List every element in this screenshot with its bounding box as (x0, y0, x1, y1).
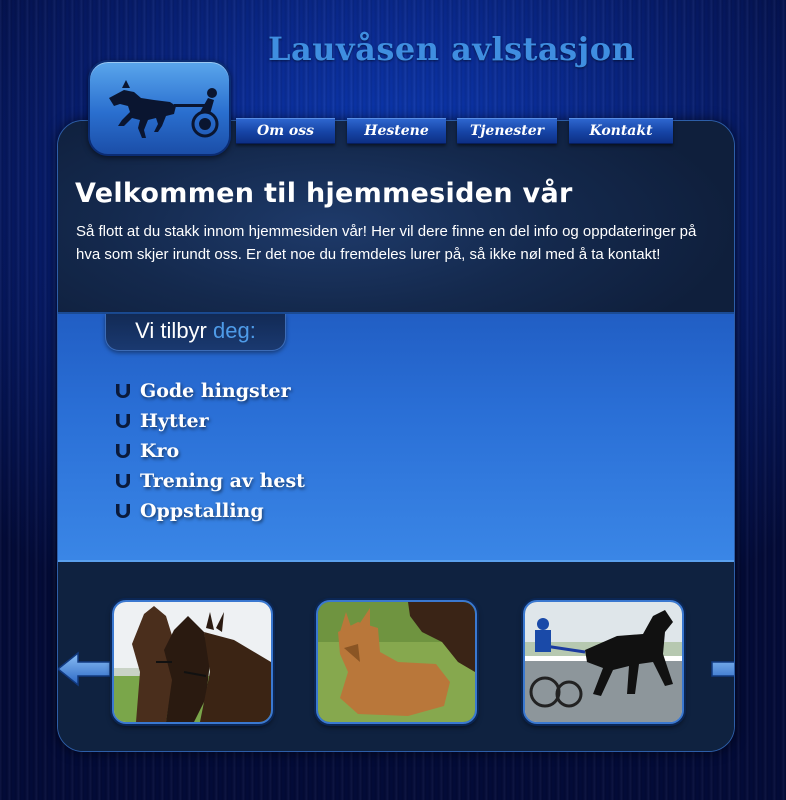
photo-foal[interactable] (316, 600, 477, 724)
list-item-label: Hytter (140, 410, 209, 432)
two-horses-photo (114, 602, 271, 722)
main-panel (57, 120, 735, 752)
nav-tjenester[interactable]: Tjenester (457, 118, 557, 144)
welcome-title: Velkommen til hjemmesiden vår (75, 178, 573, 209)
horseshoe-icon (114, 443, 132, 459)
photo-trotting-race[interactable] (523, 600, 684, 724)
trotting-race-photo (525, 602, 682, 722)
nav-hestene[interactable]: Hestene (347, 118, 446, 144)
offer-heading-part2: deg: (213, 318, 256, 343)
welcome-text: Så flott at du stakk innom hjemmesiden vår! Her vil dere finne en del info og oppdateringer på hva som skjer irundt oss. Er det noe du fremdeles lurer på, så ikke nøl med å ta kontakt! (76, 223, 697, 263)
offer-heading (105, 314, 286, 351)
site-title: Lauvåsen avlstasjon (268, 30, 636, 68)
nav-kontakt[interactable]: Kontakt (569, 118, 673, 144)
horseshoe-icon (114, 413, 132, 429)
list-item (114, 406, 305, 436)
list-item-label: Trening av hest (140, 470, 305, 492)
offer-heading-part1: Vi tilbyr (135, 318, 207, 343)
list-item (114, 376, 305, 406)
arrow-left-icon[interactable] (57, 651, 114, 687)
offer-list (114, 376, 305, 526)
horseshoe-icon (114, 473, 132, 489)
list-item-label: Gode hingster (140, 380, 291, 402)
logo[interactable] (88, 60, 231, 156)
list-item (114, 496, 305, 526)
nav-om-oss[interactable]: Om oss (236, 118, 335, 144)
offer-section (58, 314, 735, 562)
foal-photo (318, 602, 475, 722)
list-item (114, 466, 305, 496)
photo-two-horses[interactable] (112, 600, 273, 724)
horseshoe-icon (114, 503, 132, 519)
arrow-right-icon[interactable] (708, 651, 735, 687)
horseshoe-icon (114, 383, 132, 399)
photo-gallery (58, 562, 735, 752)
sulky-horse-icon (104, 76, 219, 144)
list-item-label: Oppstalling (140, 500, 264, 522)
list-item-label: Kro (140, 440, 180, 462)
list-item (114, 436, 305, 466)
